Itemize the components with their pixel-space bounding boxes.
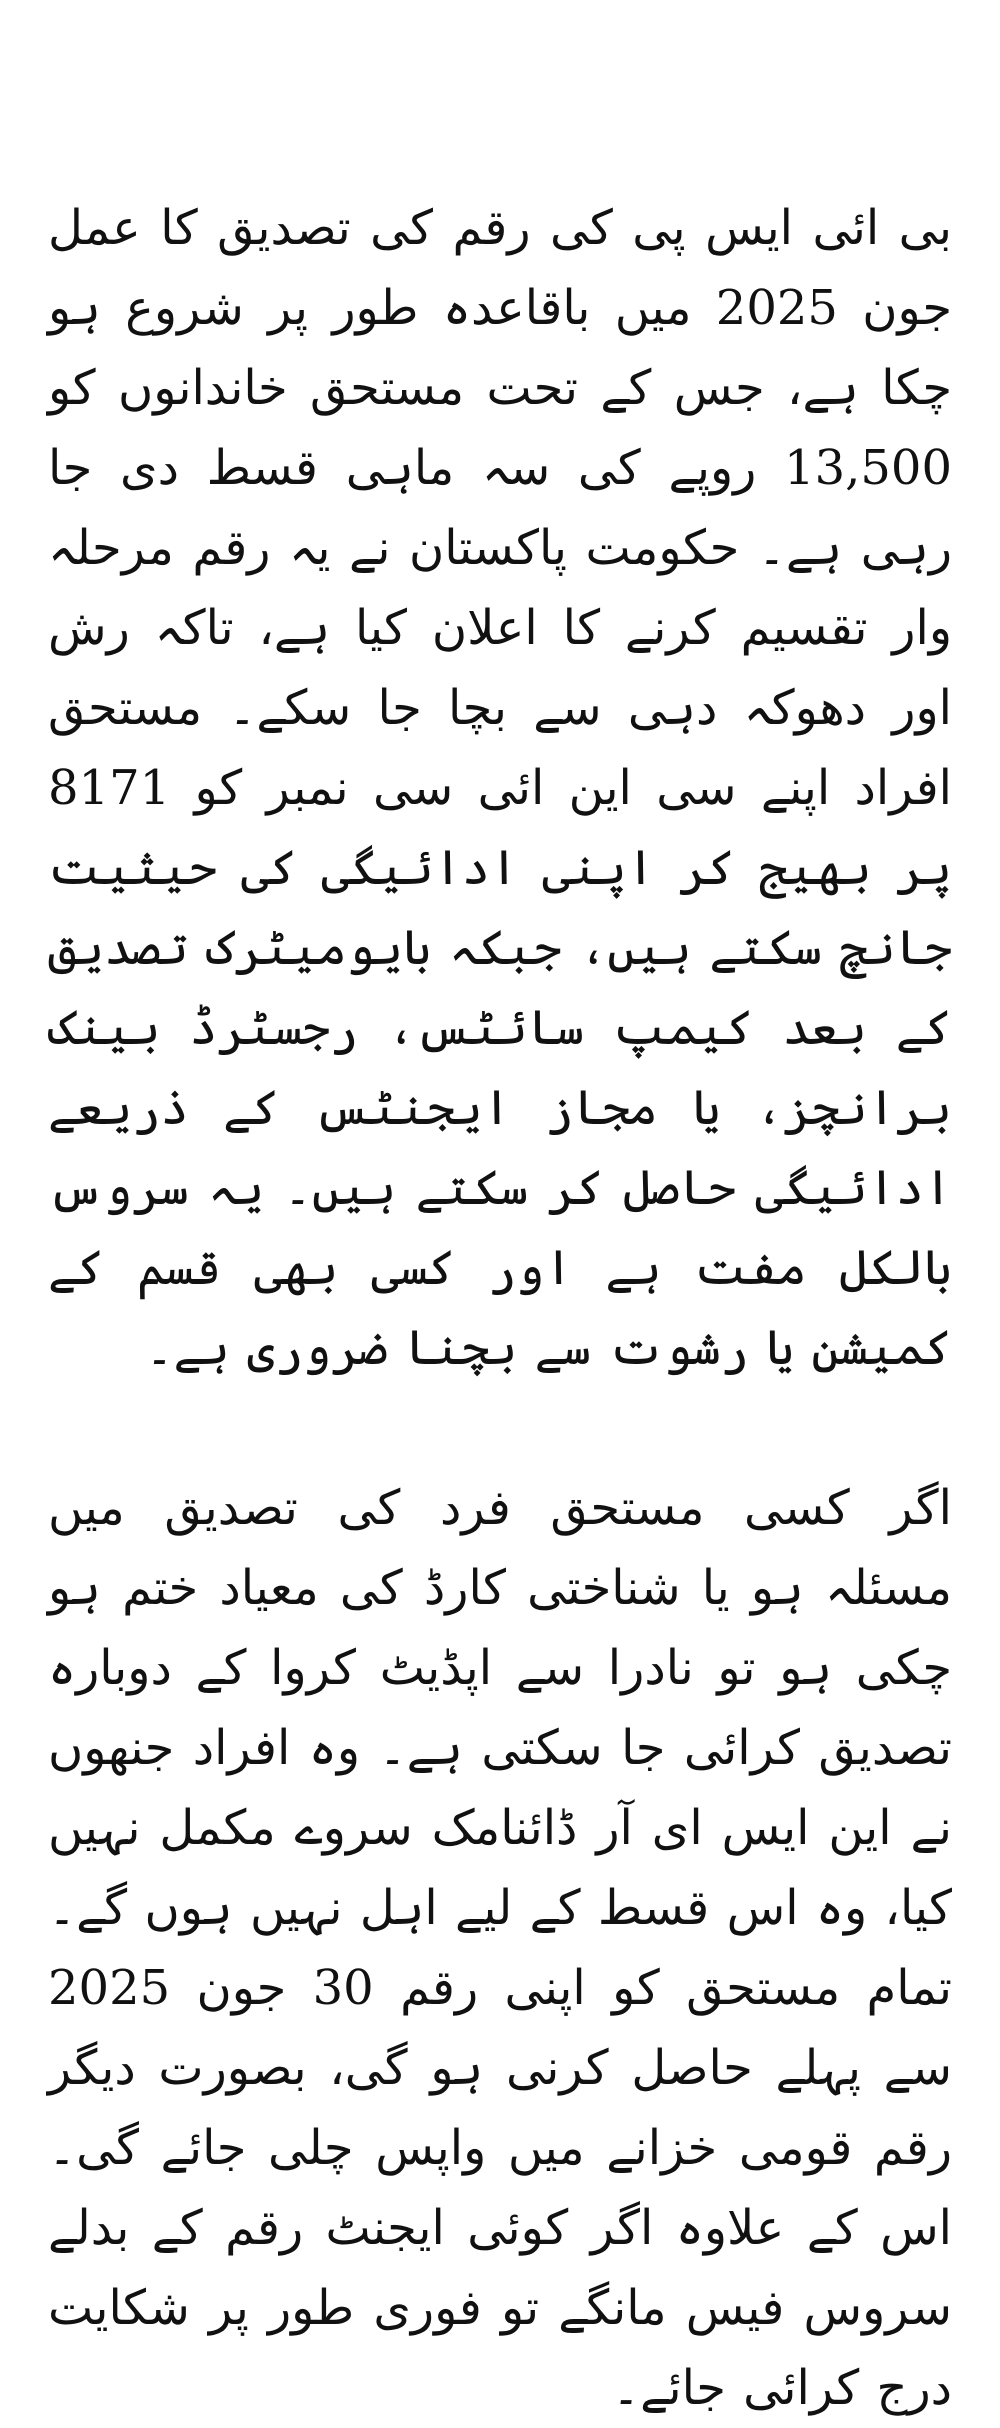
paragraph-verification-issues: اگر کسی مستحق فرد کی تصدیق میں مسئلہ ہو یا شناختی کارڈ کی معیاد ختم ہو چکی ہو تو نادرا سے اپڈیٹ کروا کے دوبارہ تصدیق کرائی جا سکتی ہے۔ وہ افراد جنھوں نے این ایس ای آر ڈائنامک سروے مکمل نہیں کیا، وہ اس قسط کے لیے اہل نہیں ہوں گے۔ تمام مستحق کو اپنی رقم 30 جون 2025 سے پہلے حاصل کرنی ہو گی، بصورت دیگر رقم قومی خزانے میں واپس چلی جائے گی۔ اس کے علاوہ اگر کوئی ایجنٹ رقم کے بدلے سروس فیس مانگے تو فوری طور پر شکایت درج کرائی جائے۔	[48, 1480, 953, 2416]
paragraph-bisp-verification: بی ائی ایس پی کی رقم کی تصدیق کا عمل جون 2025 میں باقاعدہ طور پر شروع ہو چکا ہے، جس کے تحت مستحق خاندانوں کو 13,500 روپے کی سہ ماہی قسط دی جا رہی ہے۔ حکومت پاکستان نے یہ رقم مرحلہ وار تقسیم کرنے کا اعلان کیا ہے، تاکہ رش اور دھوکہ دہی سے بچا جا سکے۔ مستحق افراد اپنے سی این ائی سی نمبر کو 8171 پر بھیج کر اپنی ادائیگی کی حیثیت جانچ سکتے ہیں، جبکہ بایومیٹرک تصدیق کے بعد کیمپ سائٹس، رجسٹرڈ بینک برانچز، یا مجاز ایجنٹس کے ذریعے ادائیگی حاصل کر سکتے ہیں۔ یہ سروس بالکل مفت ہے اور کسی بھی قسم کے کمیشن یا رشوت سے بچنا ضروری ہے۔	[48, 200, 952, 1376]
article-body	[48, 188, 952, 2428]
